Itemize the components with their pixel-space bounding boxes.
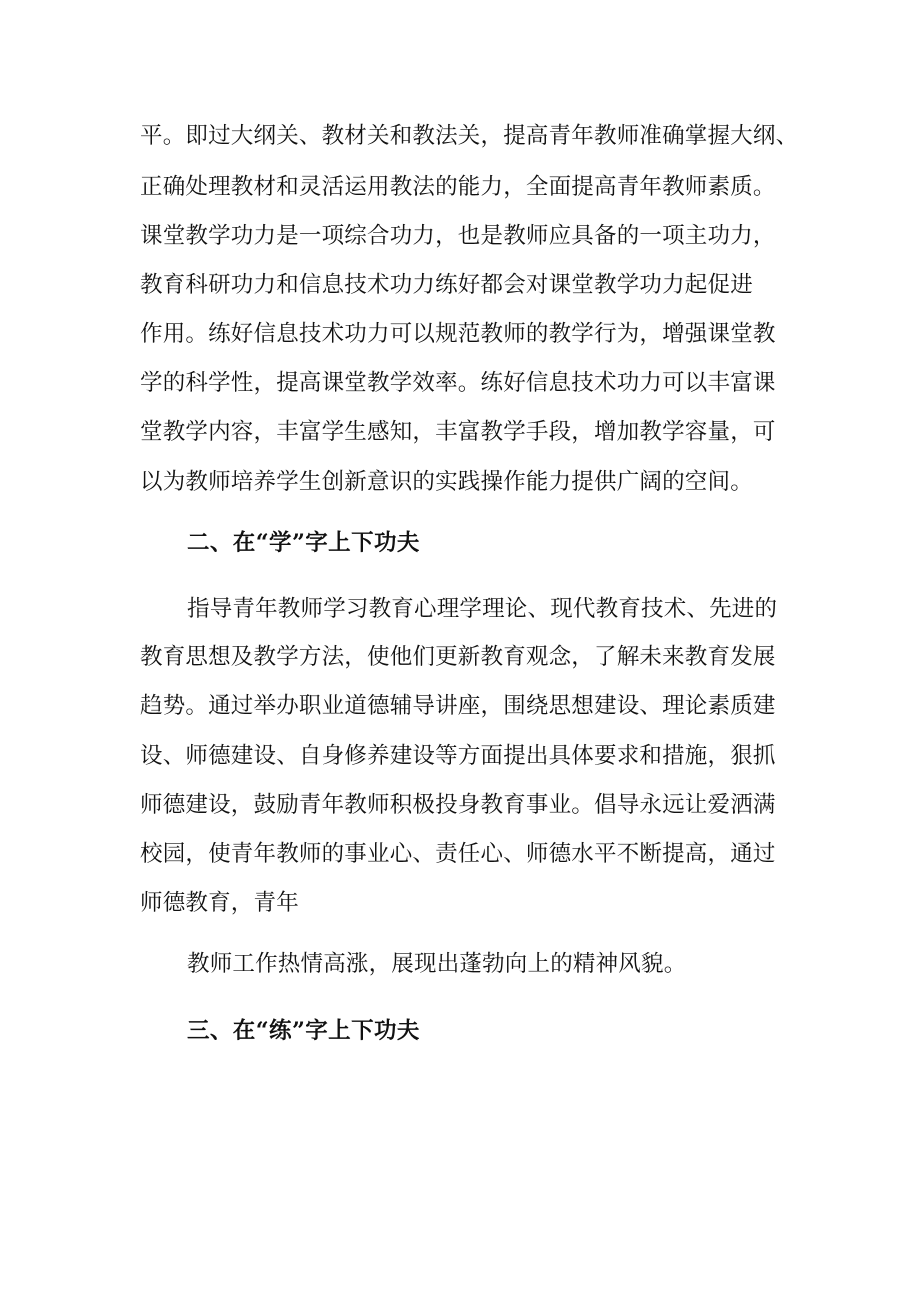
text-line: 课堂教学功力是一项综合功力，也是教师应具备的一项主功力， bbox=[140, 223, 776, 249]
text-line: 作用。练好信息技术功力可以规范教师的教学行为，增强课堂教 bbox=[140, 321, 776, 347]
section-heading-2: 二、在“学”字上下功夫 bbox=[187, 530, 420, 556]
section-heading-3: 三、在“练”字上下功夫 bbox=[187, 1018, 420, 1044]
text-line: 平。即过大纲关、教材关和教法关，提高青年教师准确掌握大纲、 bbox=[140, 123, 799, 149]
text-line: 设、师德建设、自身修养建设等方面提出具体要求和措施，狠抓 bbox=[140, 743, 776, 769]
text-line: 学的科学性，提高课堂教学效率。练好信息技术功力可以丰富课 bbox=[140, 370, 776, 396]
paragraph-3: 教师工作热情高涨，展现出蓬勃向上的精神风貌。 bbox=[187, 951, 687, 977]
text-line: 堂教学内容，丰富学生感知，丰富教学手段，增加教学容量，可 bbox=[140, 419, 776, 445]
text-line: 师德教育，青年 bbox=[140, 890, 299, 916]
text-line: 正确处理教材和灵活运用教法的能力，全面提高青年教师素质。 bbox=[140, 174, 776, 200]
text-line: 校园，使青年教师的事业心、责任心、师德水平不断提高，通过 bbox=[140, 841, 776, 867]
text-line: 趋势。通过举办职业道德辅导讲座，围绕思想建设、理论素质建 bbox=[140, 693, 776, 719]
text-line: 教育思想及教学方法，使他们更新教育观念，了解未来教育发展 bbox=[140, 644, 776, 670]
text-line: 指导青年教师学习教育心理学理论、现代教育技术、先进的 bbox=[187, 596, 778, 622]
text-line: 师德建设，鼓励青年教师积极投身教育事业。倡导永远让爱洒满 bbox=[140, 792, 776, 818]
text-line: 教育科研功力和信息技术功力练好都会对课堂教学功力起促进 bbox=[140, 272, 753, 298]
text-line: 以为教师培养学生创新意识的实践操作能力提供广阔的空间。 bbox=[140, 469, 753, 495]
